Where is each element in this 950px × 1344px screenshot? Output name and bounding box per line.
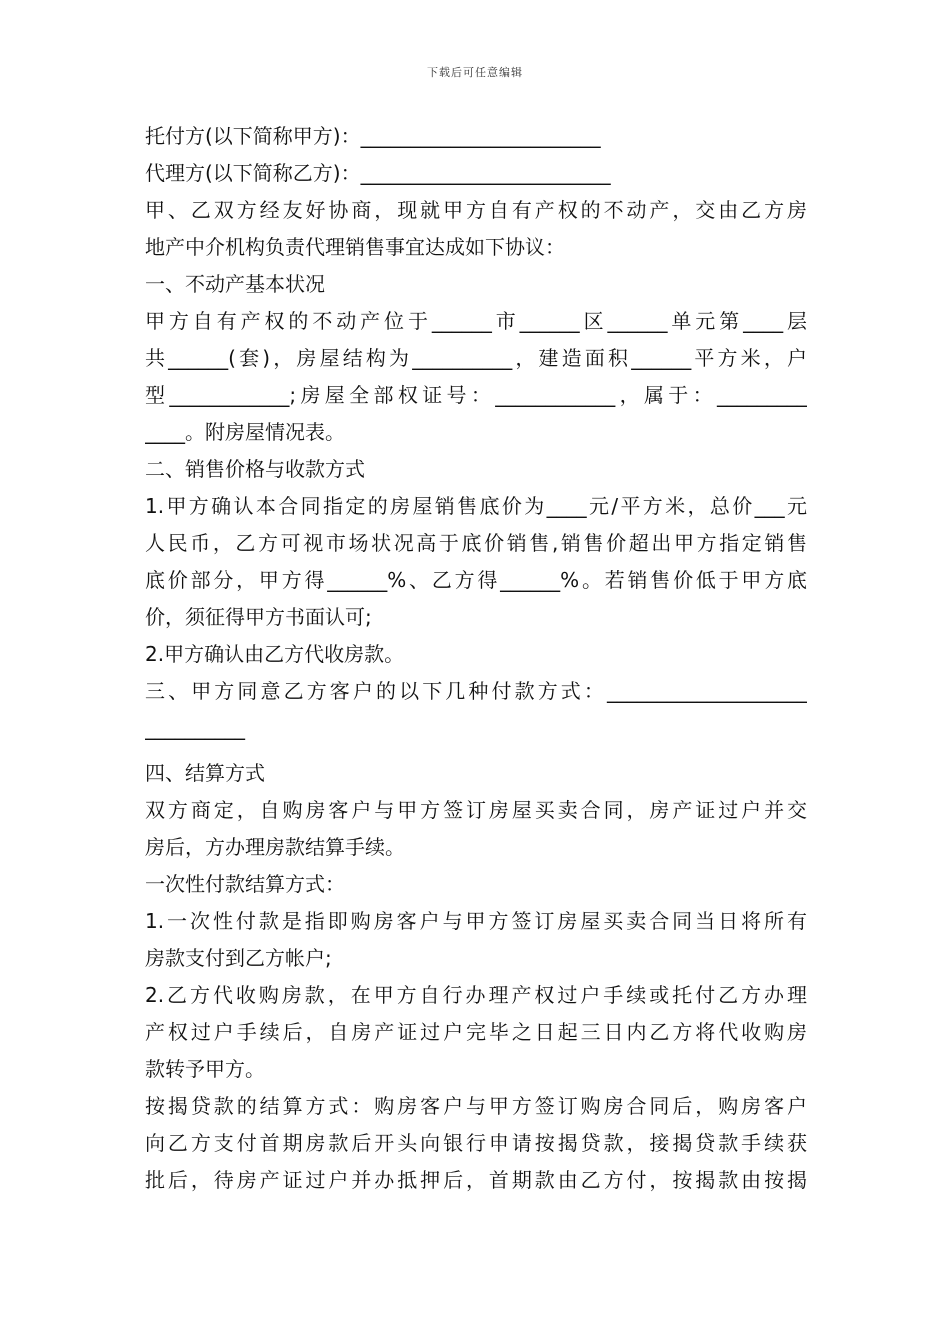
document-line: 二、销售价格与收款方式 <box>145 457 365 481</box>
document-line: 产权过户手续后，自房产证过户完毕之日起三日内乙方将代收购房 <box>145 1020 807 1044</box>
document-line: 托付方(以下简称甲方)：________________________ <box>145 124 601 148</box>
document-line: 双方商定，自购房客户与甲方签订房屋买卖合同，房产证过户并交 <box>145 798 807 822</box>
document-line: 款转予甲方。 <box>145 1057 265 1081</box>
document-line: 甲、乙双方经友好协商，现就甲方自有产权的不动产，交由乙方房 <box>145 198 807 222</box>
document-line: 1.一次性付款是指即购房客户与甲方签订房屋买卖合同当日将所有 <box>145 909 807 933</box>
document-line: 共______(套)，房屋结构为__________，建造面积______平方米，户 <box>145 346 807 370</box>
document-line: 价，须征得甲方书面认可; <box>145 605 372 629</box>
document-line: 房后，方办理房款结算手续。 <box>145 835 405 859</box>
document-line: 批后，待房产证过户并办抵押后，首期款由乙方付，按揭款由按揭 <box>145 1168 807 1192</box>
document-line: 1.甲方确认本合同指定的房屋销售底价为____元/平方米，总价___元 <box>145 494 807 518</box>
document-line: 底价部分，甲方得______%、乙方得______%。若销售价低于甲方底 <box>145 568 807 592</box>
document-line: 一、不动产基本状况 <box>145 272 325 296</box>
document-line: 三、甲方同意乙方客户的以下几种付款方式：____________________ <box>145 679 807 703</box>
document-line: 2.甲方确认由乙方代收房款。 <box>145 642 405 666</box>
document-line: ____。附房屋情况表。 <box>145 420 345 444</box>
document-line: 地产中介机构负责代理销售事宜达成如下协议： <box>145 235 565 259</box>
paragraph-gap <box>145 747 807 755</box>
document-line: 型____________;房屋全部权证号：____________，属于：_________ <box>145 383 807 407</box>
document-line: 四、结算方式 <box>145 761 265 785</box>
document-line: __________ <box>145 716 245 740</box>
document-line: 人民币，乙方可视市场状况高于底价销售,销售价超出甲方指定销售 <box>145 531 807 555</box>
document-line: 按揭贷款的结算方式：购房客户与甲方签订购房合同后，购房客户 <box>145 1094 807 1118</box>
document-line: 代理方(以下简称乙方)：_________________________ <box>145 161 611 185</box>
document-line: 房款支付到乙方帐户; <box>145 946 332 970</box>
page-header-note: 下载后可任意编辑 <box>427 66 523 79</box>
document-line: 2.乙方代收购房款，在甲方自行办理产权过户手续或托付乙方办理 <box>145 983 807 1007</box>
document-line: 一次性付款结算方式： <box>145 872 345 896</box>
document-line: 向乙方支付首期房款后开头向银行申请按揭贷款，接揭贷款手续获 <box>145 1131 807 1155</box>
document-line: 甲方自有产权的不动产位于______市______区______单元第____层 <box>145 309 807 333</box>
document-body <box>145 118 807 1199</box>
